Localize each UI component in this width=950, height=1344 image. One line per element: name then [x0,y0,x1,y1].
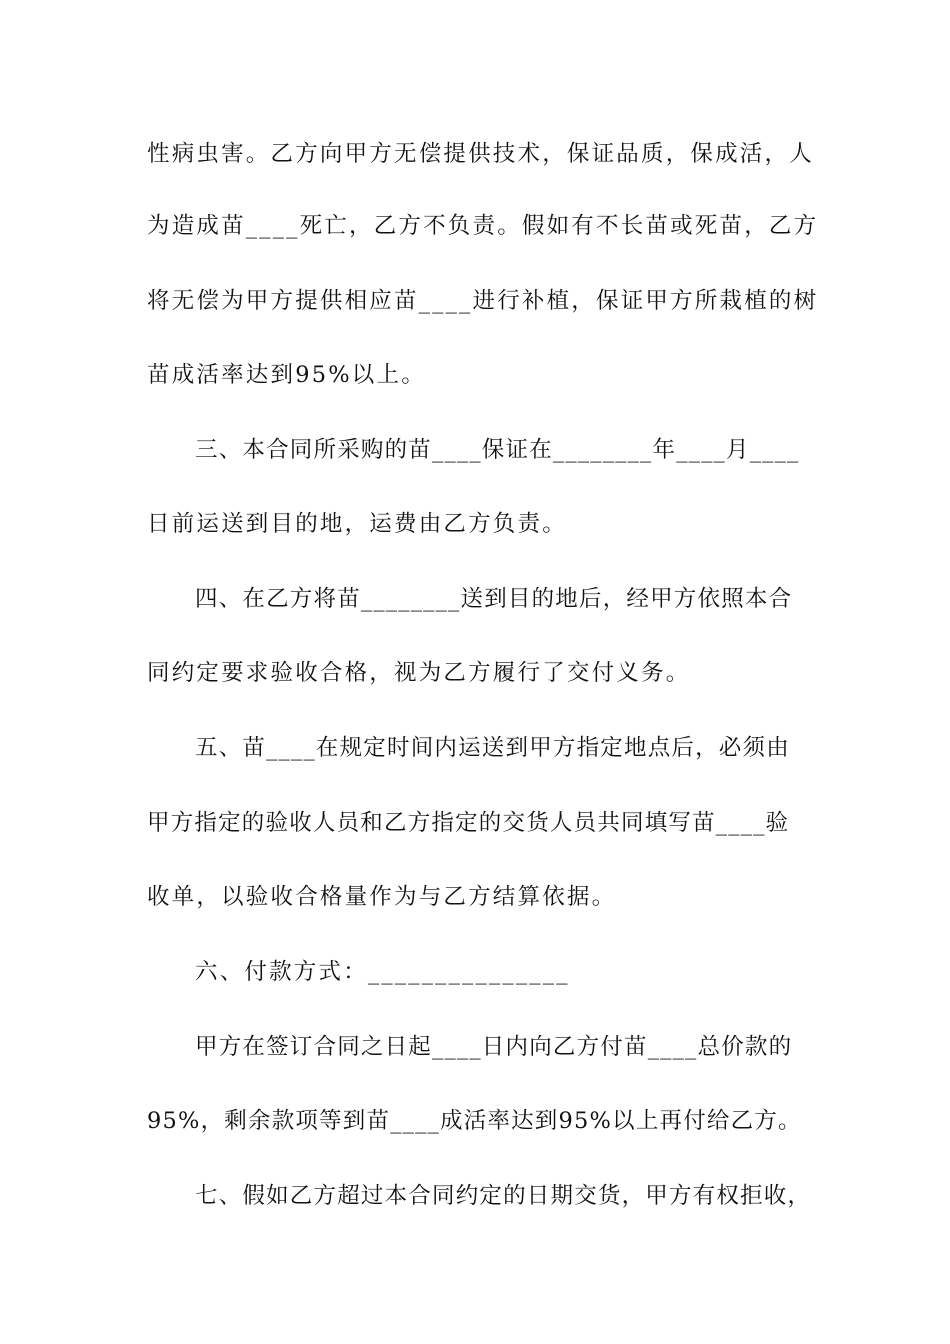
paragraph-line: 苗成活率达到95%以上。 [147,362,426,388]
clause-four-line: 四、在乙方将苗________送到目的地后，经甲方依照本合 [195,586,793,612]
paragraph-line: 日前运送到目的地，运费由乙方负责。 [147,511,567,537]
clause-seven-line: 七、假如乙方超过本合同约定的日期交货，甲方有权拒收， [195,1183,812,1209]
paragraph-line: 为造成苗____死亡，乙方不负责。假如有不长苗或死苗，乙方 [147,213,819,239]
clause-six-line: 六、付款方式：_______________ [195,959,570,985]
payment-line: 甲方在签订合同之日起____日内向乙方付苗____总价款的 [195,1034,793,1060]
clause-three-line: 三、本合同所采购的苗____保证在________年____月____ [195,437,800,463]
paragraph-line: 将无偿为甲方提供相应苗____进行补植，保证甲方所栽植的树 [147,288,819,314]
paragraph-line: 收单，以验收合格量作为与乙方结算依据。 [147,884,617,910]
paragraph-line: 性病虫害。乙方向甲方无偿提供技术，保证品质，保成活，人 [147,141,814,167]
clause-five-line: 五、苗____在规定时间内运送到甲方指定地点后，必须由 [195,735,790,761]
paragraph-line: 95%，剩余款项等到苗____成活率达到95%以上再付给乙方。 [147,1108,802,1134]
paragraph-line: 同约定要求验收合格，视为乙方履行了交付义务。 [147,660,691,686]
paragraph-line: 甲方指定的验收人员和乙方指定的交货人员共同填写苗____验 [147,810,790,836]
